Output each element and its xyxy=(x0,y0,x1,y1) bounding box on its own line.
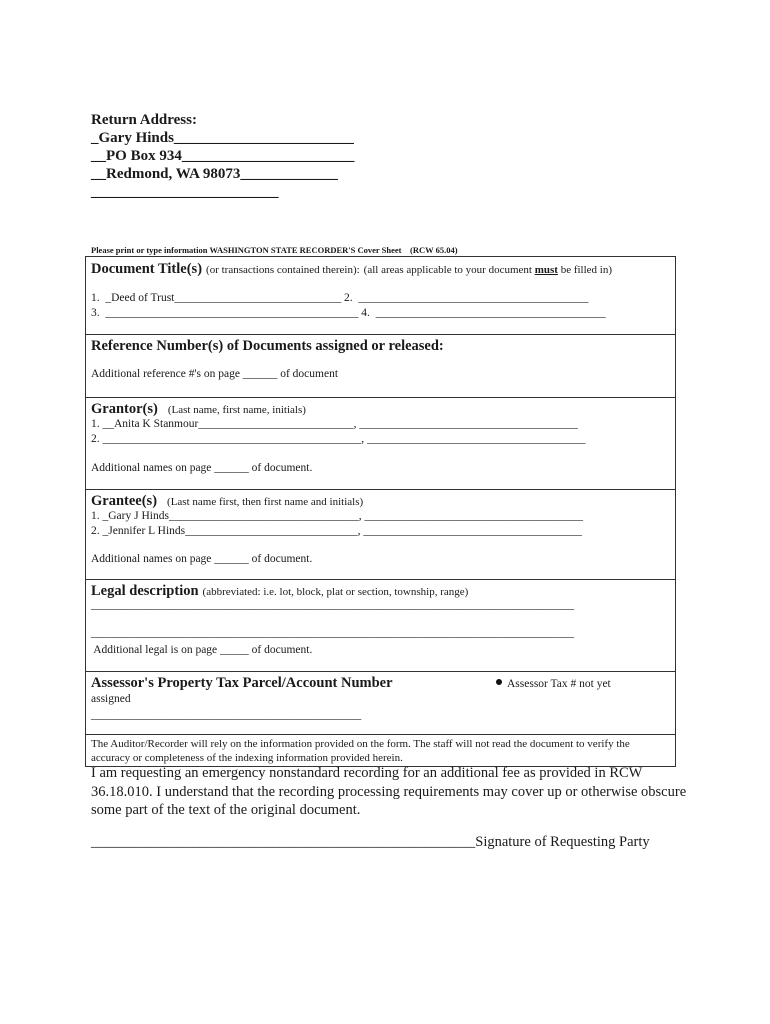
assessor-section xyxy=(86,672,675,735)
grantor-heading: Grantor(s) xyxy=(91,401,158,417)
return-address-line-2: __PO Box 934_______________________ xyxy=(91,148,355,164)
return-address-line-3: __Redmond, WA 98073_____________ xyxy=(91,166,338,182)
legal-line-2: ____________________________________________________________________________________ xyxy=(91,627,574,639)
legal-heading: Legal description xyxy=(91,583,199,599)
grantee-line-2: 2. _Jennifer L Hinds______________________________, ______________________________________ xyxy=(91,525,582,537)
return-address-line-1: _Gary Hinds________________________ xyxy=(91,130,354,146)
assessor-line: _______________________________________________ xyxy=(91,709,362,721)
grantor-section xyxy=(86,398,675,490)
signature-block xyxy=(91,834,650,851)
grantee-heading: Grantee(s) xyxy=(91,493,158,509)
return-address-line-4: _________________________ xyxy=(91,184,279,200)
legal-description-section xyxy=(86,580,675,672)
assessor-tax-note: Assessor Tax # not yet xyxy=(496,677,611,692)
assessor-heading: Assessor's Property Tax Parcel/Account Number xyxy=(91,675,393,691)
return-address-heading: Return Address: xyxy=(91,112,197,128)
grantor-line-2: 2. _____________________________________________, ______________________________________ xyxy=(91,433,586,445)
document-titles-section xyxy=(86,257,675,335)
disclaimer-text: The Auditor/Recorder will rely on the information provided on the form. The staff will not read the document to verify the accuracy or completeness of the indexing information provided herein. xyxy=(91,738,630,764)
document-titles-heading: Document Title(s) xyxy=(91,261,203,277)
signature-line: _____________________________________________________ xyxy=(91,834,476,850)
grantee-section xyxy=(86,490,675,580)
document-title-line-2: 3. ____________________________________________ 4. ________________________________________ xyxy=(91,307,606,319)
document-titles-note: (all areas applicable to your document must be filled in) xyxy=(363,264,613,276)
grantee-additional: Additional names on page ______ of document. xyxy=(91,553,313,565)
grantor-paren: (Last name, first name, initials) xyxy=(167,404,306,416)
emergency-request-text: I am requesting an emergency nonstandard recording for an additional fee as provided in RCW 36.18.010. I understand that the recording processing requirements may cover up or otherwise obscure some part of the text of the original document. xyxy=(91,765,687,818)
signature-label: Signature of Requesting Party xyxy=(475,834,650,850)
legal-paren: (abbreviated: i.e. lot, block, plat or section, township, range) xyxy=(202,586,469,598)
disclaimer-section xyxy=(86,735,675,766)
bullet-icon xyxy=(496,679,502,685)
reference-additional: Additional reference #'s on page ______ of document xyxy=(91,368,339,380)
cover-sheet-note: Please print or type information WASHINGTON STATE RECORDER'S Cover Sheet (RCW 65.04) xyxy=(91,245,458,255)
document-titles-paren: (or transactions contained therein): xyxy=(206,264,360,276)
document-title-line-1: 1. _Deed of Trust_____________________________ 2. ________________________________________ xyxy=(91,292,589,304)
reference-heading: Reference Number(s) of Documents assigned or released: xyxy=(91,338,444,354)
assessor-assigned: assigned xyxy=(91,693,131,705)
legal-additional: Additional legal is on page _____ of document. xyxy=(91,644,313,656)
legal-line-1: ____________________________________________________________________________________ xyxy=(91,599,574,611)
cover-sheet-form xyxy=(85,256,676,767)
grantor-line-1: 1. __Anita K Stanmour___________________________, ______________________________________ xyxy=(91,418,578,430)
reference-section xyxy=(86,335,675,398)
return-address xyxy=(91,111,354,201)
grantee-paren: (Last name first, then first name and initials) xyxy=(167,496,364,508)
grantor-additional: Additional names on page ______ of document. xyxy=(91,462,313,474)
grantee-line-1: 1. _Gary J Hinds_________________________________, ______________________________________ xyxy=(91,510,583,522)
